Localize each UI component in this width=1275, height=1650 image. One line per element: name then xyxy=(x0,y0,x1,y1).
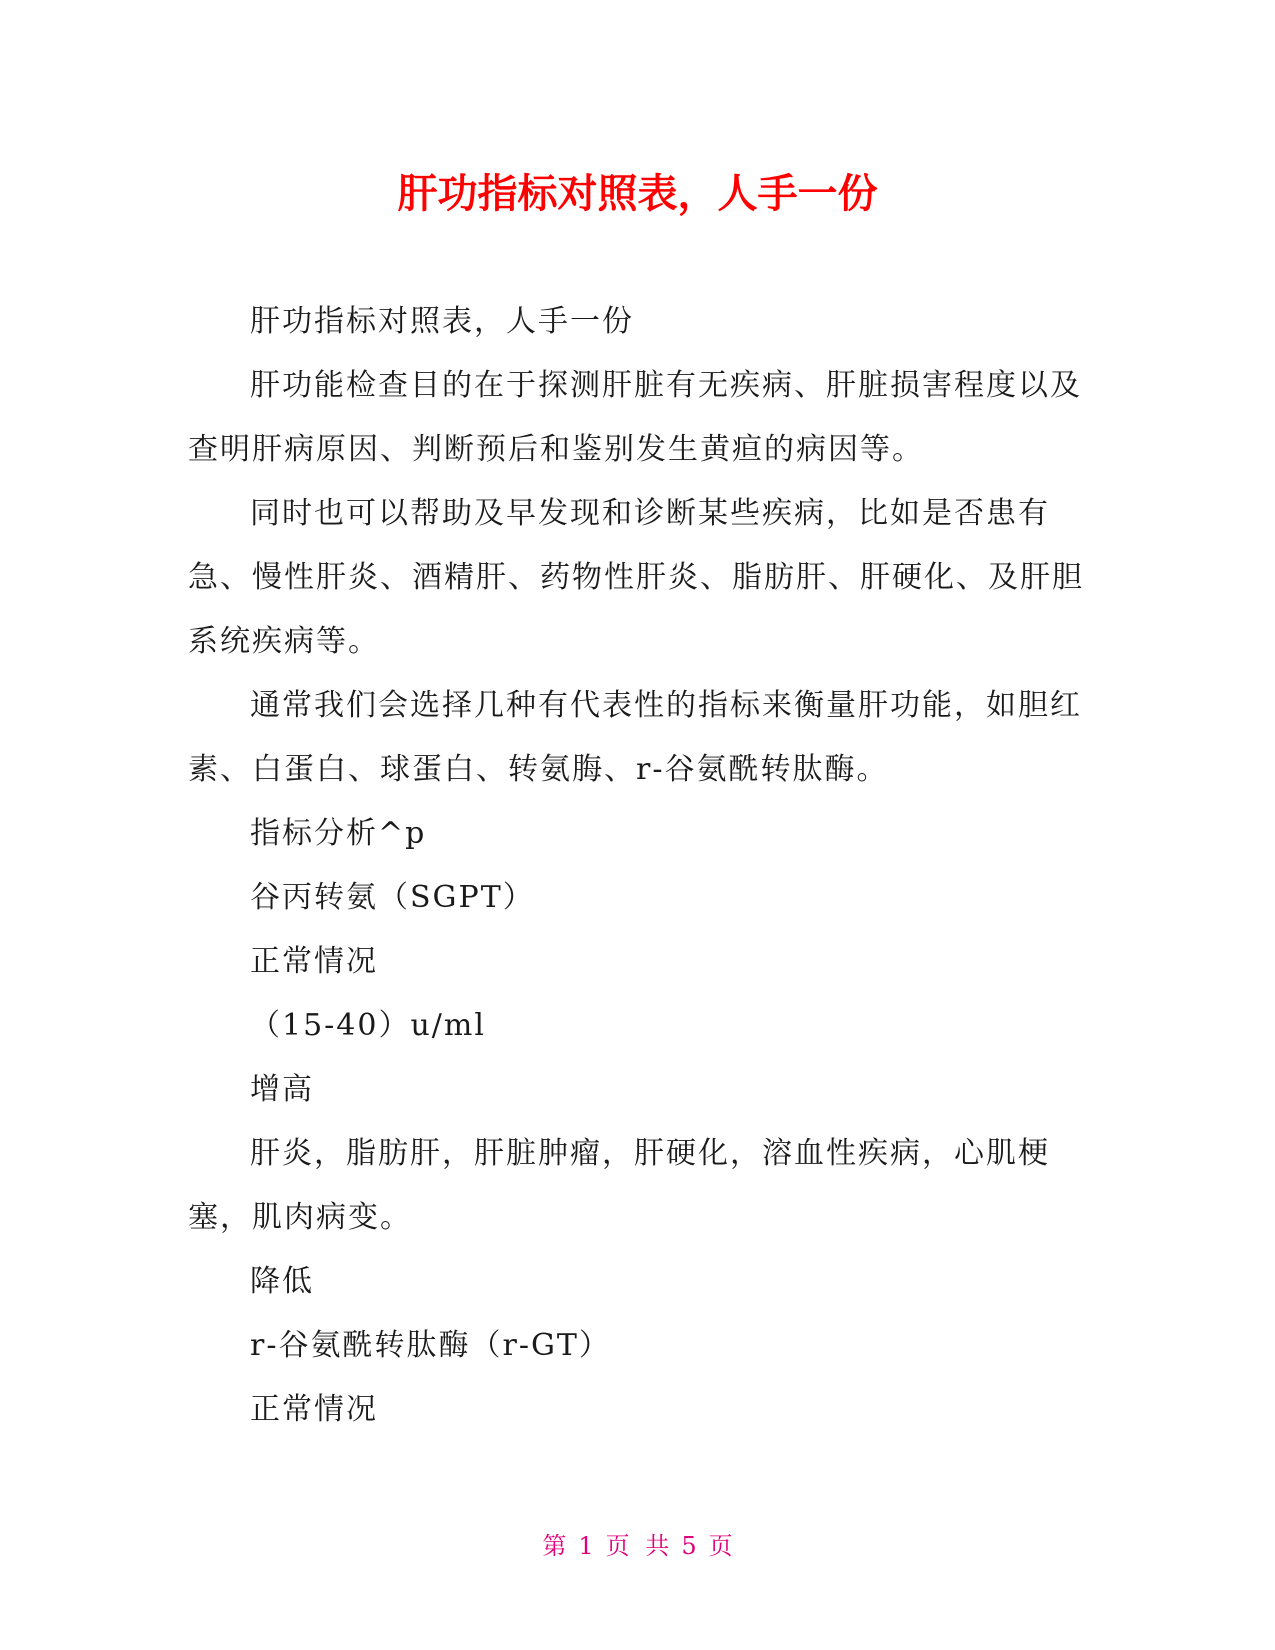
paragraph: （15-40）u/ml xyxy=(250,1008,486,1043)
paragraph: 谷丙转氨（SGPT） xyxy=(250,880,535,915)
paragraph: 正常情况 xyxy=(250,1392,378,1427)
paragraph: 通常我们会选择几种有代表性的指标来衡量肝功能，如胆红素、白蛋白、球蛋白、转氨脢、r-谷氨酰转肽酶。 xyxy=(188,688,1082,787)
footer-middle: 页 共 xyxy=(605,1532,670,1560)
footer-page-number: 1 xyxy=(578,1532,594,1560)
document-body xyxy=(188,290,1088,1442)
paragraph: 增高 xyxy=(250,1072,314,1107)
paragraph: 正常情况 xyxy=(250,944,378,979)
document-title: 肝功指标对照表，人手一份 xyxy=(397,171,878,217)
paragraph: 指标分析^p xyxy=(250,816,427,851)
footer-suffix: 页 xyxy=(708,1532,733,1560)
paragraph: 肝功能检查目的在于探测肝脏有无疾病、肝脏损害程度以及查明肝病原因、判断预后和鉴别发生黄疸的病因等。 xyxy=(188,368,1082,467)
paragraph: 同时也可以帮助及早发现和诊断某些疾病，比如是否患有急、慢性肝炎、酒精肝、药物性肝炎、脂肪肝、肝硬化、及肝胆系统疾病等。 xyxy=(188,496,1084,659)
paragraph: 肝炎，脂肪肝，肝脏肿瘤，肝硬化，溶血性疾病，心肌梗塞，肌肉病变。 xyxy=(188,1136,1050,1235)
paragraph: r-谷氨酰转肽酶（r-GT） xyxy=(250,1328,611,1363)
page-footer xyxy=(0,1530,1275,1562)
footer-total-pages: 5 xyxy=(681,1532,697,1560)
paragraph: 降低 xyxy=(250,1264,314,1299)
footer-prefix: 第 xyxy=(542,1532,567,1560)
paragraph: 肝功指标对照表，人手一份 xyxy=(250,304,634,339)
